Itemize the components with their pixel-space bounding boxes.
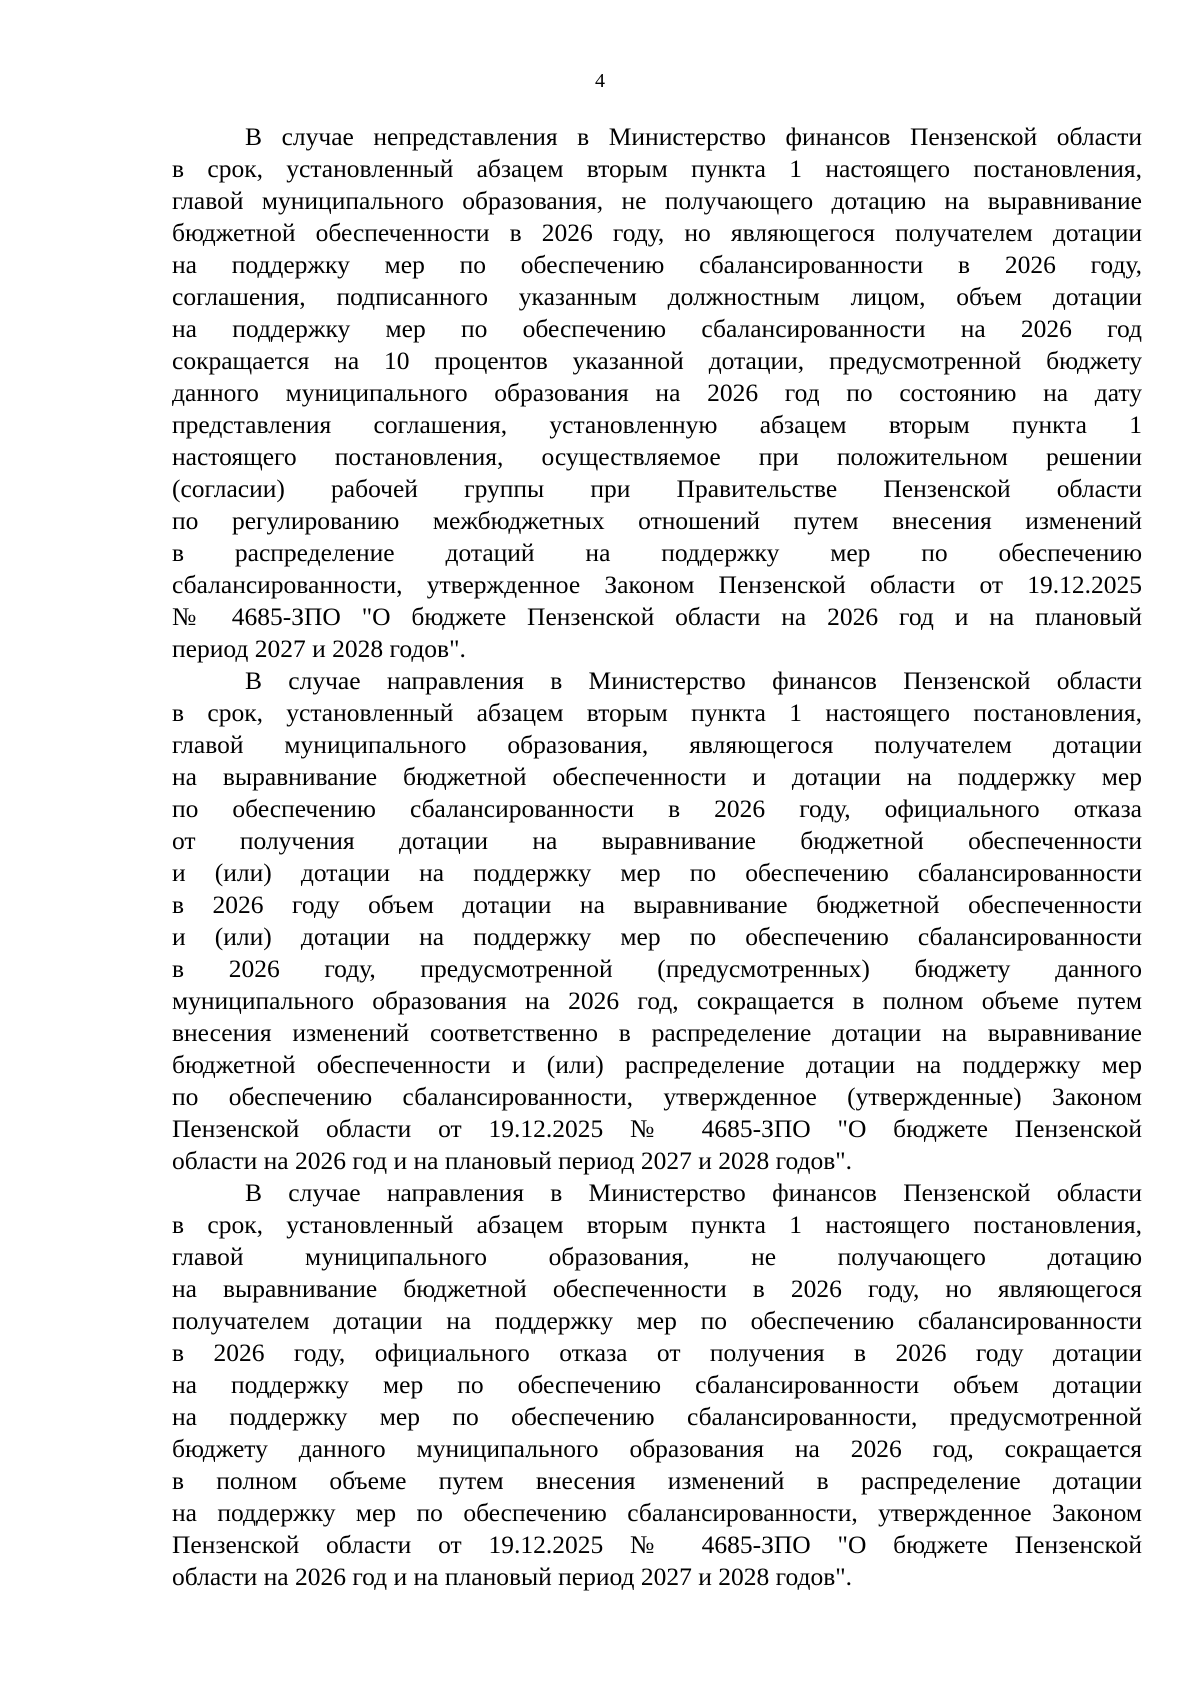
text-line: области на 2026 год и на плановый период 2027 и 2028 годов".	[172, 1146, 853, 1175]
text-line: данного муниципального образования на 2026 год по состоянию на дату	[172, 378, 1142, 407]
text-line: бюджету данного муниципального образования на 2026 год, сокращается	[172, 1434, 1142, 1463]
text-line: (согласии) рабочей группы при Правительстве Пензенской области	[172, 474, 1142, 503]
text-line: в 2026 году, предусмотренной (предусмотренных) бюджету данного	[172, 954, 1142, 983]
text-line: в распределение дотаций на поддержку мер по обеспечению	[172, 538, 1142, 567]
text-line: № 4685-ЗПО "О бюджете Пензенской области на 2026 год и на плановый	[172, 602, 1142, 631]
text-line: настоящего постановления, осуществляемое при положительном решении	[172, 442, 1142, 471]
text-line: области на 2026 год и на плановый период 2027 и 2028 годов".	[172, 1562, 853, 1591]
text-line: главой муниципального образования, не получающего дотацию на выравнивание	[172, 186, 1142, 215]
text-line: период 2027 и 2028 годов".	[172, 634, 466, 663]
text-line: главой муниципального образования, не получающего дотацию	[172, 1242, 1142, 1271]
text-line: по обеспечению сбалансированности, утвержденное (утвержденные) Законом	[172, 1082, 1142, 1111]
text-line: на выравнивание бюджетной обеспеченности и дотации на поддержку мер	[172, 762, 1142, 791]
paragraph	[172, 121, 1142, 665]
text-line: бюджетной обеспеченности и (или) распределение дотации на поддержку мер	[172, 1050, 1142, 1079]
text-line: и (или) дотации на поддержку мер по обеспечению сбалансированности	[172, 922, 1142, 951]
text-line: в срок, установленный абзацем вторым пункта 1 настоящего постановления,	[172, 698, 1142, 727]
text-line: на поддержку мер по обеспечению сбалансированности, предусмотренной	[172, 1402, 1142, 1431]
page-number: 4	[595, 70, 605, 92]
text-line: в полном объеме путем внесения изменений в распределение дотации	[172, 1466, 1142, 1495]
text-line: по регулированию межбюджетных отношений путем внесения изменений	[172, 506, 1142, 535]
text-line: и (или) дотации на поддержку мер по обеспечению сбалансированности	[172, 858, 1142, 887]
text-line: сбалансированности, утвержденное Законом Пензенской области от 19.12.2025	[172, 570, 1142, 599]
text-line: бюджетной обеспеченности в 2026 году, но являющегося получателем дотации	[172, 218, 1142, 247]
paragraph	[172, 665, 1142, 1177]
document-body	[172, 121, 1142, 1593]
text-line: на поддержку мер по обеспечению сбалансированности, утвержденное Законом	[172, 1498, 1142, 1527]
text-line: в срок, установленный абзацем вторым пункта 1 настоящего постановления,	[172, 1210, 1142, 1239]
text-line: на поддержку мер по обеспечению сбалансированности на 2026 год	[172, 314, 1142, 343]
text-line: В случае направления в Министерство финансов Пензенской области	[245, 1178, 1142, 1207]
text-line: сокращается на 10 процентов указанной дотации, предусмотренной бюджету	[172, 346, 1142, 375]
text-line: внесения изменений соответственно в распределение дотации на выравнивание	[172, 1018, 1142, 1047]
paragraph	[172, 1177, 1142, 1593]
text-line: на выравнивание бюджетной обеспеченности в 2026 году, но являющегося	[172, 1274, 1142, 1303]
text-line: по обеспечению сбалансированности в 2026 году, официального отказа	[172, 794, 1142, 823]
text-line: в срок, установленный абзацем вторым пункта 1 настоящего постановления,	[172, 154, 1142, 183]
text-line: представления соглашения, установленную абзацем вторым пункта 1	[172, 410, 1142, 439]
text-line: соглашения, подписанного указанным должностным лицом, объем дотации	[172, 282, 1142, 311]
text-line: Пензенской области от 19.12.2025 № 4685-ЗПО "О бюджете Пензенской	[172, 1114, 1142, 1143]
text-line: в 2026 году объем дотации на выравнивание бюджетной обеспеченности	[172, 890, 1142, 919]
text-line: на поддержку мер по обеспечению сбалансированности в 2026 году,	[172, 250, 1142, 279]
text-line: от получения дотации на выравнивание бюджетной обеспеченности	[172, 826, 1142, 855]
text-line: В случае направления в Министерство финансов Пензенской области	[245, 666, 1142, 695]
text-line: муниципального образования на 2026 год, сокращается в полном объеме путем	[172, 986, 1142, 1015]
text-line: Пензенской области от 19.12.2025 № 4685-ЗПО "О бюджете Пензенской	[172, 1530, 1142, 1559]
text-line: в 2026 году, официального отказа от получения в 2026 году дотации	[172, 1338, 1142, 1367]
text-line: на поддержку мер по обеспечению сбалансированности объем дотации	[172, 1370, 1142, 1399]
text-line: В случае непредставления в Министерство финансов Пензенской области	[245, 122, 1142, 151]
text-line: главой муниципального образования, являющегося получателем дотации	[172, 730, 1142, 759]
text-line: получателем дотации на поддержку мер по обеспечению сбалансированности	[172, 1306, 1142, 1335]
